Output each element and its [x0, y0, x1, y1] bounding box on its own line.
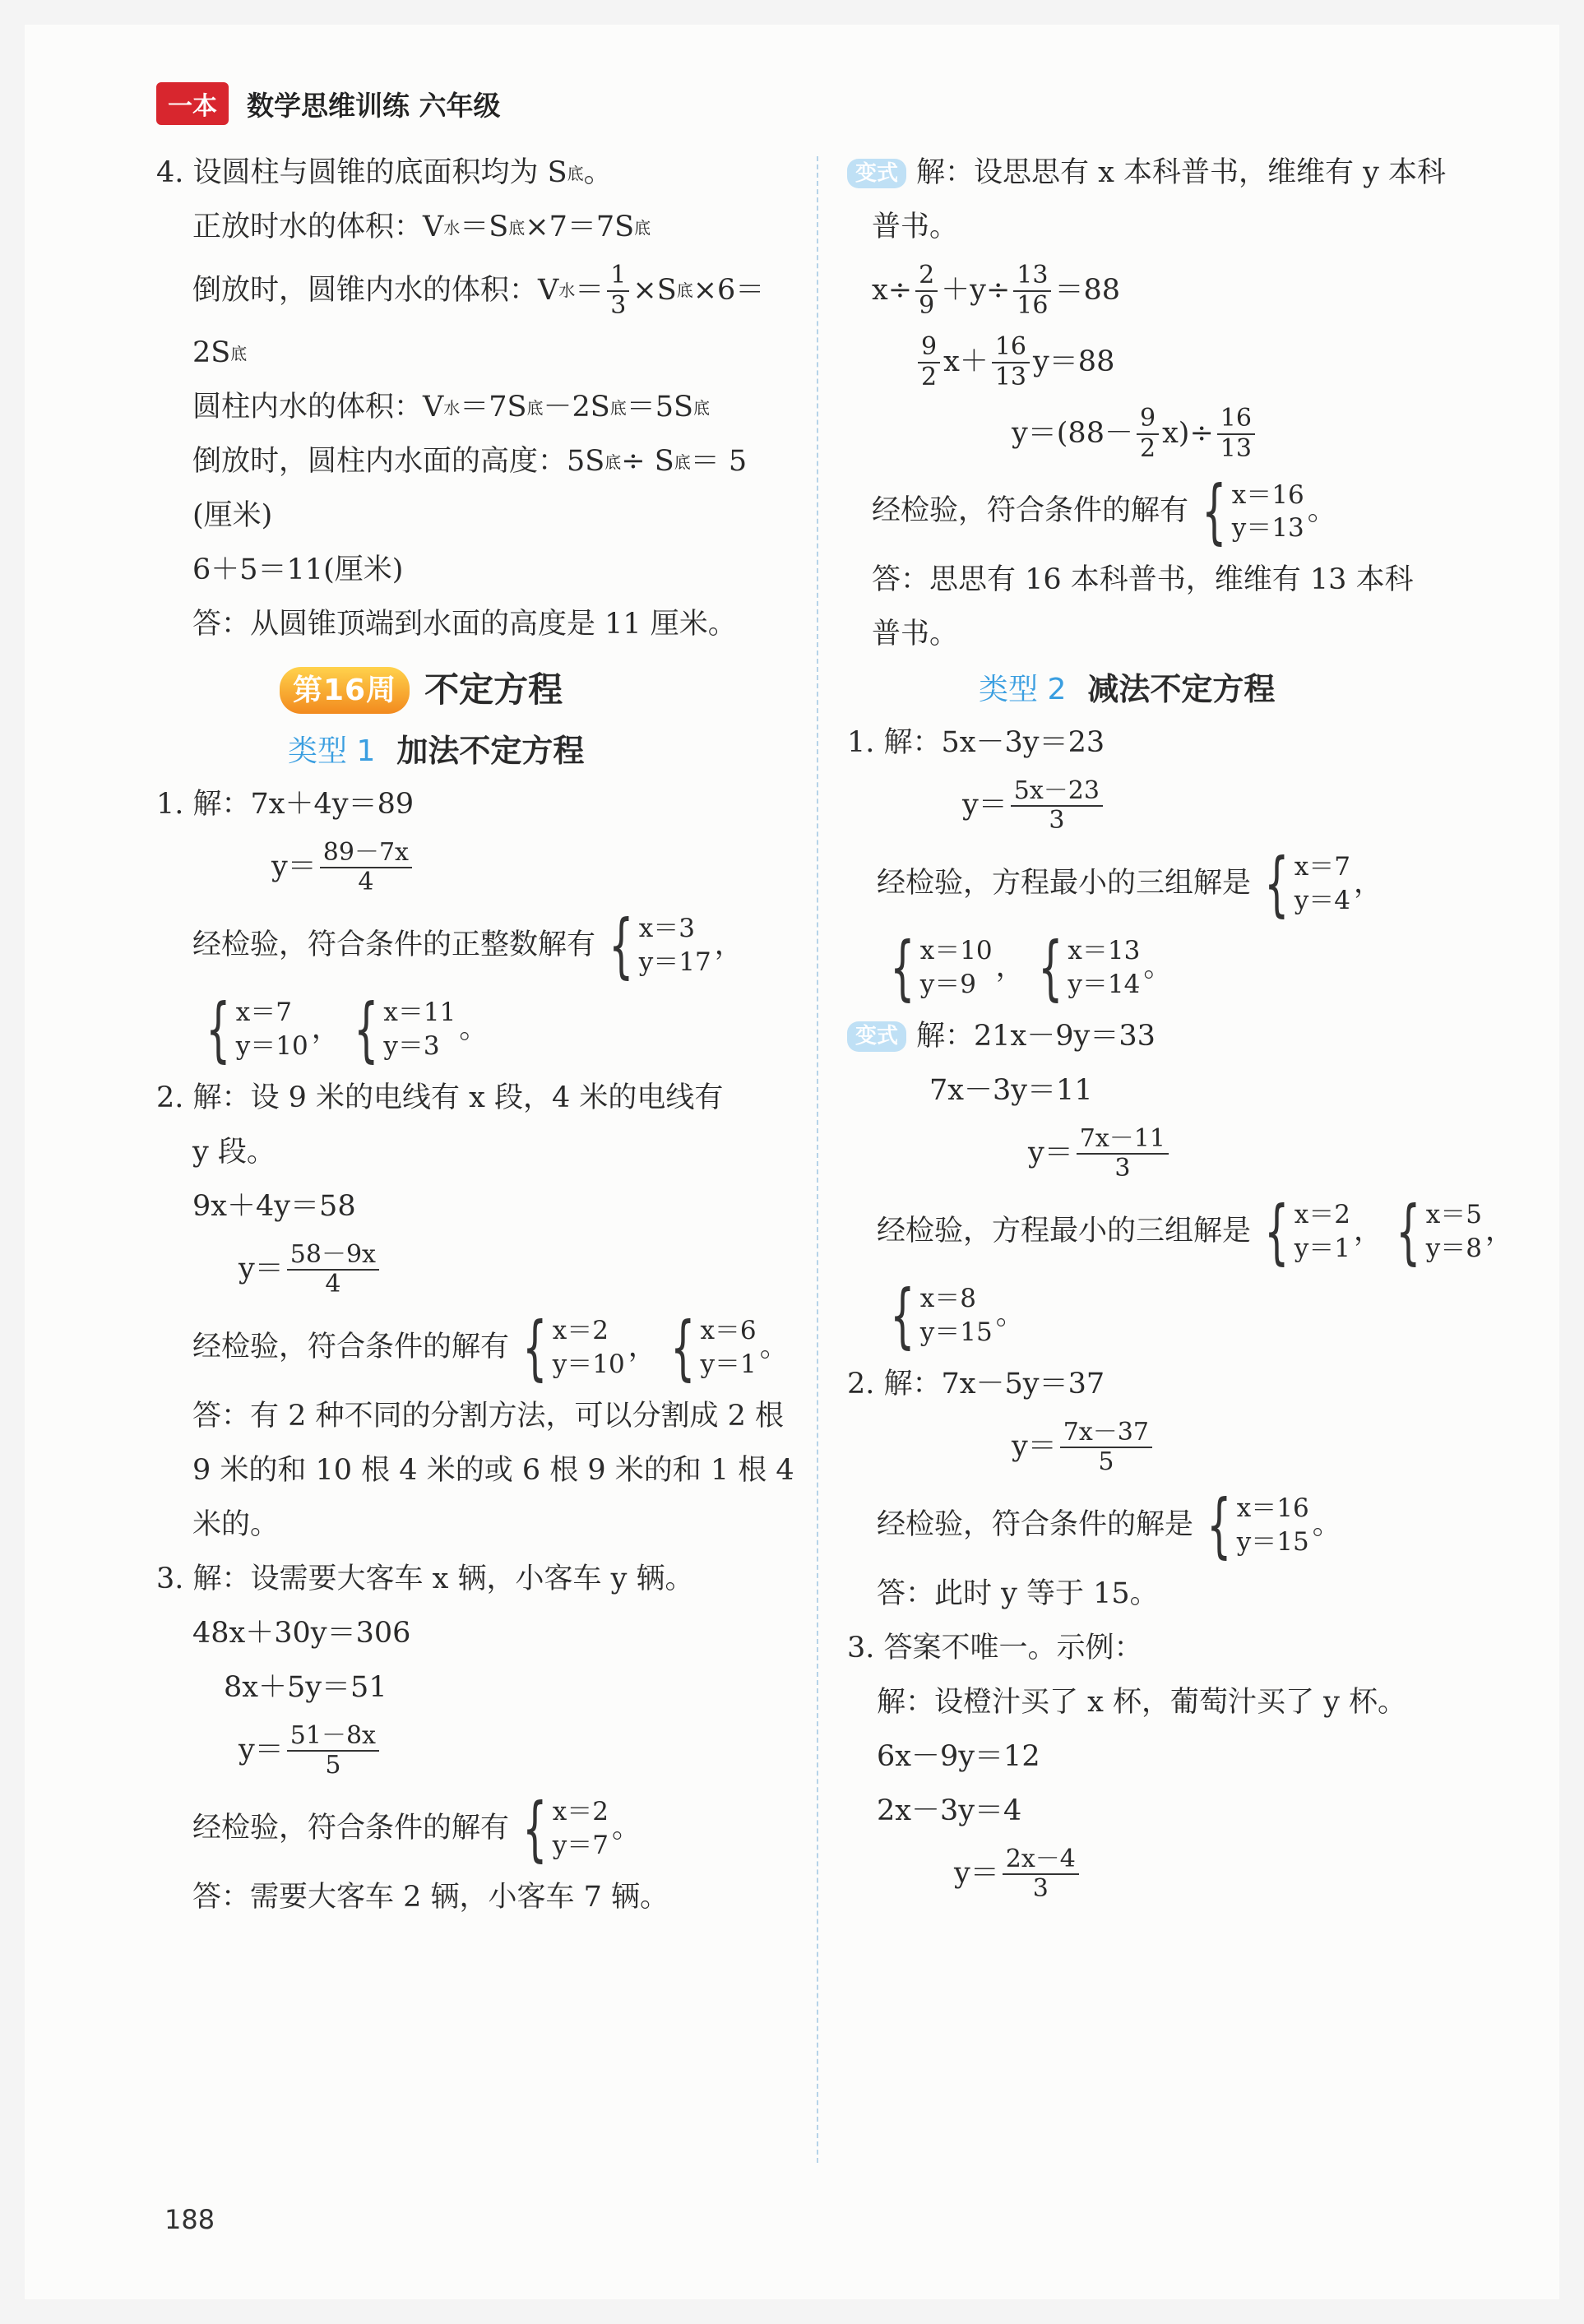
text-line: 经检验，符合条件的解有 { x＝2 y＝10 ， { x＝6 y＝1 。 — [192, 1306, 789, 1389]
solution-system: { x＝16 y＝15 — [1207, 1484, 1309, 1567]
text-line: 倒放时，圆柱内水面的高度：5S 底 ÷ S 底 ＝ 5 — [192, 445, 748, 479]
brace: { — [670, 1306, 696, 1389]
type-label: 类型 1 — [288, 734, 376, 769]
text-line: 2S 底 — [192, 336, 248, 370]
answer-line: 米的。 — [192, 1507, 280, 1541]
brace: { — [354, 988, 379, 1071]
fraction: $\frac{2}{9}$ — [915, 262, 938, 320]
equation-line: y＝ $\frac{89-7x}{4}$ — [156, 839, 790, 897]
fraction: $\frac{7x-11}{3}$ — [1077, 1125, 1169, 1183]
text-line: y 段。 — [192, 1135, 276, 1169]
brace: { — [1264, 1190, 1290, 1273]
equation-line: 48x＋30y＝306 — [192, 1616, 411, 1650]
text-line: 圆柱内水的体积：V 水 ＝7S 底 －2S 底 ＝5S 底 — [192, 391, 711, 424]
equation-line: 8x＋5y＝51 — [224, 1670, 387, 1704]
problem-4 — [156, 153, 790, 646]
week-title: 不定方程 — [424, 669, 563, 711]
text-line: { x＝10 y＝9 ， { x＝13 y＝14 。 — [847, 933, 1480, 1003]
answer-line: 答：此时 y 等于 15。 — [877, 1576, 1159, 1610]
fraction: $\frac{9}{2}$ — [1137, 405, 1159, 463]
solution-system: { x＝13 y＝14 — [1037, 926, 1141, 1009]
text-line: 经检验，符合条件的解有 { x＝16 y＝13 。 — [872, 470, 1336, 553]
text-line: 经检验，方程最小的三组解是 { x＝7 y＝4 ， — [877, 842, 1383, 925]
solution-system: { x＝7 y＝10 — [206, 988, 308, 1071]
text-line: 经检验，符合条件的解有 { x＝2 y＝7 。 — [192, 1787, 641, 1870]
text-line: (厘米) — [192, 499, 273, 533]
brace: { — [1202, 470, 1227, 553]
text-line: 4. 设圆柱与圆锥的底面积均为 S 底 。 — [156, 156, 613, 190]
fraction: $\frac{51-8x}{5}$ — [287, 1722, 379, 1780]
solution-system: { x＝6 y＝1 — [670, 1306, 757, 1389]
equation-line: y＝(88－ $\frac{9}{2}$ x)÷ $\frac{16}{13}$ — [847, 405, 1480, 463]
text-line: { x＝7 y＝10 ， { x＝11 y＝3 。 — [156, 994, 790, 1065]
brace: { — [609, 904, 634, 987]
text-line: 经检验，方程最小的三组解是 { x＝2 y＝1 ， { x＝5 y＝8 ， — [877, 1190, 1514, 1273]
book-title: 数学思维训练 六年级 — [247, 89, 501, 122]
brace: { — [522, 1787, 548, 1870]
equation-line: y＝ $\frac{7x-37}{5}$ — [847, 1419, 1480, 1477]
solution-system: { x＝2 y＝10 — [522, 1306, 625, 1389]
equation-line: y＝ $\frac{58-9x}{4}$ — [156, 1241, 790, 1299]
text-line: 3. 解：设需要大客车 x 辆，小客车 y 辆。 — [156, 1562, 694, 1595]
equation-line: x÷ $\frac{2}{9}$ ＋y÷ $\frac{13}{16}$ ＝88 — [872, 261, 1121, 320]
solution-system: { x＝10 y＝9 — [890, 926, 993, 1009]
brace: { — [890, 1274, 915, 1357]
text-line: 2. 解：设 9 米的电线有 x 段，4 米的电线有 — [156, 1081, 724, 1114]
problem-2-subtraction — [847, 1364, 1480, 1615]
equation-line: 2x－3y＝4 — [877, 1794, 1022, 1827]
brace: { — [1396, 1190, 1421, 1273]
solution-system: { x＝3 y＝17 — [609, 904, 711, 987]
type-heading — [288, 732, 790, 771]
equation-line: 6x－9y＝12 — [877, 1739, 1040, 1773]
fraction: $\frac{89-7x}{4}$ — [320, 839, 412, 897]
solution-system: { x＝11 y＝3 — [354, 988, 456, 1071]
fraction: $\frac{58-9x}{4}$ — [287, 1241, 379, 1299]
text-line: 2. 解：7x－5y＝37 — [847, 1367, 1105, 1400]
column-divider — [817, 156, 818, 2163]
text-line: 6＋5＝11(厘米) — [192, 553, 404, 587]
brace: { — [1264, 842, 1290, 925]
answer-line: 答：需要大客车 2 辆，小客车 7 辆。 — [192, 1880, 669, 1914]
variant-badge: 变式 — [847, 159, 906, 189]
equation-line: $\frac{9}{2}$ x＋ $\frac{16}{13}$ y＝88 — [847, 333, 1480, 391]
text-line: 1. 解：7x＋4y＝89 — [156, 787, 415, 821]
answer-line: 答：从圆锥顶端到水面的高度是 11 厘米。 — [192, 608, 737, 641]
problem-2 — [156, 1078, 794, 1546]
brace: { — [890, 926, 915, 1009]
type-title: 加法不定方程 — [396, 733, 585, 769]
problem-1-subtraction — [847, 723, 1480, 1009]
solution-system: { x＝2 y＝1 — [1264, 1190, 1350, 1273]
fraction: $\frac{9}{2}$ — [918, 333, 940, 391]
text-line: 普书。 — [872, 211, 959, 244]
text-line: 1. 解：5x－3y＝23 — [847, 725, 1105, 759]
equation-line: y＝ $\frac{2x-4}{3}$ — [847, 1845, 1480, 1904]
answer-line: 9 米的和 10 根 4 米的或 6 根 9 米的和 1 根 4 — [192, 1453, 794, 1487]
type-label: 类型 2 — [979, 673, 1067, 707]
problem-3 — [156, 1559, 790, 1919]
brand-logo: 一本 — [156, 82, 229, 125]
fraction: $\frac{1}{3}$ — [607, 262, 629, 320]
week-heading — [280, 667, 790, 714]
week-badge: 第16周 — [280, 667, 410, 714]
variant-badge: 变式 — [847, 1021, 906, 1052]
solution-system: { x＝8 y＝15 — [890, 1274, 993, 1357]
page-header — [156, 82, 501, 125]
text-line: 经检验，符合条件的正整数解有 { x＝3 y＝17 ， — [192, 904, 743, 987]
equation-line: 7x－3y＝11 — [929, 1073, 1093, 1107]
equation-line: y＝ $\frac{7x-11}{3}$ — [847, 1125, 1480, 1183]
text-line: 3. 答案不唯一。示例： — [847, 1631, 1143, 1664]
text-line: { x＝8 y＝15 。 — [847, 1280, 1480, 1351]
solution-system: { x＝16 y＝13 — [1202, 470, 1304, 553]
brace: { — [206, 988, 231, 1071]
text-line: 变式 解：21x－9y＝33 — [847, 1016, 1480, 1058]
brace: { — [522, 1306, 548, 1389]
type-title: 减法不定方程 — [1087, 671, 1276, 707]
brace: { — [1207, 1484, 1232, 1567]
answer-line: 普书。 — [872, 618, 959, 651]
answer-line: 答：思思有 16 本科普书，维维有 13 本科 — [872, 563, 1414, 597]
page-number: 188 — [164, 2204, 215, 2235]
right-column — [847, 140, 1514, 1917]
solution-system: { x＝2 y＝7 — [522, 1787, 609, 1870]
fraction: $\frac{2x-4}{3}$ — [1003, 1845, 1079, 1904]
fraction: $\frac{5x-23}{3}$ — [1011, 777, 1103, 836]
brace: { — [1037, 926, 1063, 1009]
fraction: $\frac{7x-37}{5}$ — [1060, 1419, 1152, 1477]
solution-system: { x＝7 y＝4 — [1264, 842, 1350, 925]
type-heading — [979, 670, 1480, 710]
fraction: $\frac{16}{13}$ — [992, 333, 1030, 391]
equation-line: y＝ $\frac{5x-23}{3}$ — [847, 777, 1480, 836]
solution-system: { x＝5 y＝8 — [1396, 1190, 1482, 1273]
equation-line: 9x＋4y＝58 — [192, 1189, 356, 1223]
left-column — [156, 140, 794, 1932]
text-line: 经检验，符合条件的解是 { x＝16 y＝15 。 — [877, 1484, 1341, 1567]
fraction: $\frac{16}{13}$ — [1217, 405, 1255, 463]
text-line: 变式 解：设思思有 x 本科普书，维维有 y 本科 — [847, 153, 1480, 194]
problem-3-subtraction — [847, 1628, 1480, 1904]
text-line: 倒放时，圆锥内水的体积：V 水 ＝ $\frac{1}{3}$ ×S 底 ×6＝ — [192, 261, 765, 320]
problem-1 — [156, 785, 790, 1071]
equation-line: y＝ $\frac{51-8x}{5}$ — [156, 1722, 790, 1780]
text-line: 解：设橙汁买了 x 杯，葡萄汁买了 y 杯。 — [877, 1685, 1407, 1719]
answer-line: 答：有 2 种不同的分割方法，可以分割成 2 根 — [192, 1399, 785, 1433]
fraction: $\frac{13}{16}$ — [1013, 262, 1051, 320]
variant-2 — [847, 1016, 1514, 1357]
variant-1 — [847, 153, 1480, 655]
text-line: 正放时水的体积：V 水 ＝S 底 ×7＝7S 底 — [192, 211, 651, 244]
